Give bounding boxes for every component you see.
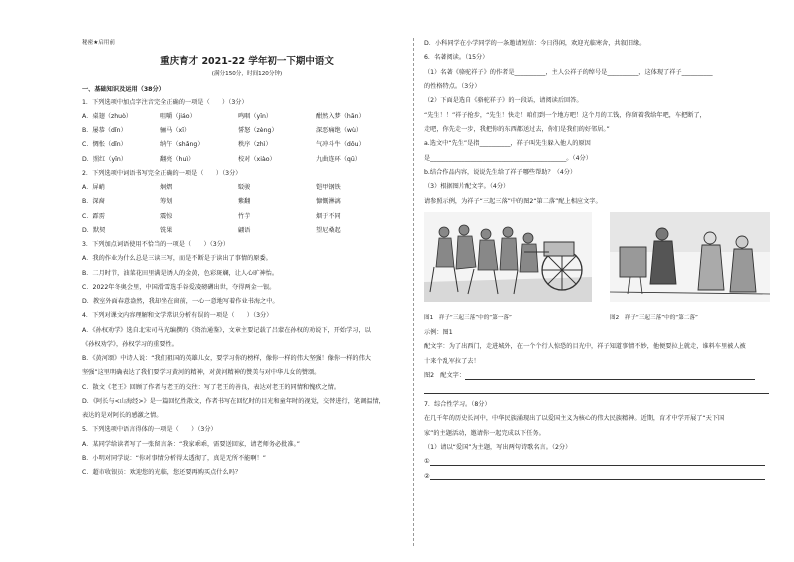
option: 校对（xiào） [238,155,276,163]
option: 誓怒（zèng） [238,127,278,135]
answer-line-row [424,386,774,394]
answer-marker: ① [424,458,430,466]
option: 炯熠 [160,184,173,192]
question-3: 3．下列加点词语使用不恰当的一项是（ ）（3分） [82,241,230,249]
option: 筹划 [160,198,173,206]
confidential-label: 秘密★启用前 [82,40,115,46]
answer-line[interactable] [465,379,755,380]
q7-intro-line1: 在几千年的历史长河中，中华民族涌现出了以爱国主义为核心的伟大民族精神。近期，育才中学开展了“天下国 [424,415,725,423]
column-divider [413,38,414,546]
right-column [424,40,774,487]
page-subtitle: (满分150分，时间120分钟) [211,70,283,77]
option: B．深裔 [82,198,105,206]
option: 翻亮（huì） [160,155,195,163]
option: 鸣咽（yīn） [238,112,273,120]
q5-option-a: A．某同学给读者写了一张留言条：“我家乖乖，需要送回家，请老师务必批准。” [82,440,300,448]
figure-captions [424,315,774,322]
option: 九曲连环（qū） [316,155,361,163]
option: D．照红（yīn） [82,155,128,163]
page-title: 重庆育才 2021-22 学年初一下期中语文 [160,55,334,67]
q6-part2: （2）下面是选自《骆驼祥子》的一段话，请阅读后回答。 [424,97,583,105]
figure-2-illustration [610,212,770,302]
q3-option-a: A．我的作业为什么总是三读三写，而是不断是于读出了事情的原委。 [82,255,272,263]
q6-part3: （3）根据图片配文字。（4分） [424,183,510,191]
q6-sub-a-cont: 是____________________________________________。（4分） [424,154,592,162]
q5-option-c: C．超市收银员：欢迎您的光临，您还要再购买点什么吗？ [82,469,242,477]
q4-option-b-line2: 坚强”这里明确表达了我们要学习黄河的精神，对黄河精神的赞美与对中华儿女的赞颂。 [82,369,321,377]
q7-part1: （1）请以“爱国”为主题，写出两句诗歌名言。（2分） [424,443,572,451]
q5-option-d: D．小科同学在小学同学的一条邀请短信：今日得闲，欢迎光临寒舍，共叙旧缘。 [424,40,646,47]
q4-option-b-line1: B．《黄河颂》中诗人说：“我们祖国的英雄儿女，要学习你的榜样，像你一样的伟大坚强！像你一样的伟大 [82,355,371,363]
q6-part1: （1）名著《骆驼祥子》的作者是__________，主人公祥子的绰号是__________，这体现了祥子__________ [424,68,713,76]
answer-line[interactable] [430,465,765,466]
figure-1-caption: 图1 祥子“三起三落”中的“第一落” [424,315,512,322]
q6-part1-cont: 的性格特点。（3分） [424,83,481,91]
q2-options-row [82,227,408,235]
option: 咀嚼（jiáo） [160,112,196,120]
q1-options-row [82,113,408,121]
q6-part3-instruction: 请参照示例，为祥子“三起三落”中的图2“第二落”配上相应文字。 [424,197,602,205]
option: C．霹雳 [82,212,105,220]
q6-sub-a: a.选文中“先生”是指__________，祥子叫先生躲入他人的原因 [424,140,591,148]
q1-options-row [82,127,408,135]
example-text-line1: 配文字：为了出西门，走进城外，在一个个行人惊恐的目光中，祥子知道事情不妙，他便要拉上就走，谁料车里被人被 [424,343,746,351]
option: 翩语 [238,226,251,234]
q4-option-a-line1: A．《孙权劝学》选自北宋司马光编撰的《资治通鉴》，文章主要记载了吕蒙在孙权的劝说下，开始学习，以 [82,326,371,334]
option: 駁骏 [238,184,251,192]
option: 望尼桑起 [316,226,341,234]
example-label: 示例：图1 [424,329,453,337]
option: A．屏峭 [82,184,105,192]
figure-2-answer-label: 图2 配文字： [424,372,466,380]
option: 烟于不同 [316,212,341,220]
option: 震惊 [160,212,173,220]
option: 纳午（shǎng） [160,141,204,149]
option: 深恶痛绝（wù） [316,127,363,135]
option: D．默契 [82,226,106,234]
answer-marker: ② [424,472,430,480]
option: A．桌翅（zhuò） [82,112,133,120]
question-1: 1．下列选项中加点字注音完全正确的一项是（ ）（3分） [82,98,248,106]
question-7: 7．综合性学习。（8分） [424,400,491,408]
q3-option-b: B．二月时节，油菜花田里满是诱人的金黄，色彩斑斓，让人心旷神怡。 [82,269,279,277]
q2-options-row [82,184,408,192]
figure-2-caption: 图2 祥子“三起三落”中的“第二落” [610,315,698,322]
left-column [82,40,408,483]
figure-1-illustration [424,212,592,302]
q4-option-c: C．散文《老王》回顾了作者与老王的交往：写了老王的善良，表达对老王的同情和愧疚之情。 [82,383,341,391]
q3-option-c: C．2022年冬奥会里，中国滑雪选手谷爱凌磅礴出世，夺得两金一银。 [82,283,276,291]
q2-options-row [82,213,408,221]
question-6: 6．名著阅读。（15分） [424,54,489,62]
q5-option-b: B．小明对同学说：“你对事情分析得太透彻了，真是无所不能啊！” [82,454,266,462]
option: 紫翻 [238,198,251,206]
option: 慷慨淋漓 [316,198,341,206]
figure-2-answer-row [424,372,774,380]
option: 酣然入梦（hān） [316,112,365,120]
q6-passage-line1: “先生！！”祥子抢步，“先生！快走！咱们到一个地方吧！这个月的工钱，你留着我给年吧，车把断了， [424,111,706,119]
q4-option-d-line1: D．《阿长与<山海经>》是一篇回忆性散文，作者书写在回忆时的目光和童年时的视觉，交替进行，笔调温情， [82,397,385,405]
option: 骊马（xī） [160,127,191,135]
q4-option-d-line2: 表达的是对阿长的感激之情。 [82,412,163,420]
option: 铣果 [160,226,173,234]
question-5: 5．下列选项中语言得体的一项是（ ）（3分） [82,426,217,434]
q6-passage-line2: 走吧，你先走一步，我把你的东西都送过去，你们是我们的好邻居。” [424,126,610,134]
q7-answer-2-row [424,473,774,481]
section-heading: 一、基础知识及运用（38分） [82,85,165,93]
option: 气冲斗牛（dǒu） [316,141,365,149]
q1-options-row [82,141,408,149]
option: C．惆怅（dǐn） [82,141,127,149]
q7-intro-line2: 家”的主题活动，邀请你一起完成以下任务。 [424,429,545,437]
option: 秩序（zhì） [238,141,272,149]
example-text-line2: 十来个乱军拉了去！ [424,357,480,365]
illustrations [424,212,774,312]
q7-answer-1-row [424,458,774,466]
option: 铠甲钢铁 [316,184,341,192]
option: B．屡恭（dǐn） [82,127,127,135]
question-2: 2．下列选项中词语书写完全正确的一项是（ ）（3分） [82,169,242,177]
q3-option-d: D．教室外面春意盎然，我却坐在窗前，一心一意地写着作业书海之中。 [82,298,279,306]
question-4: 4．下列对课文内容理解和文学常识分析有误的一项是（ ）（3分） [82,312,273,320]
answer-line[interactable] [424,393,769,394]
q6-sub-b: b.结合作品内容，说说先生给了祥子哪些帮助？（4分） [424,169,577,177]
q2-options-row [82,198,408,206]
option: 竹芋 [238,212,251,220]
answer-line[interactable] [430,479,765,480]
q1-options-row [82,156,408,164]
q4-option-a-line2: 《孙权劝学》，孙权学习的重要性。 [82,340,178,348]
